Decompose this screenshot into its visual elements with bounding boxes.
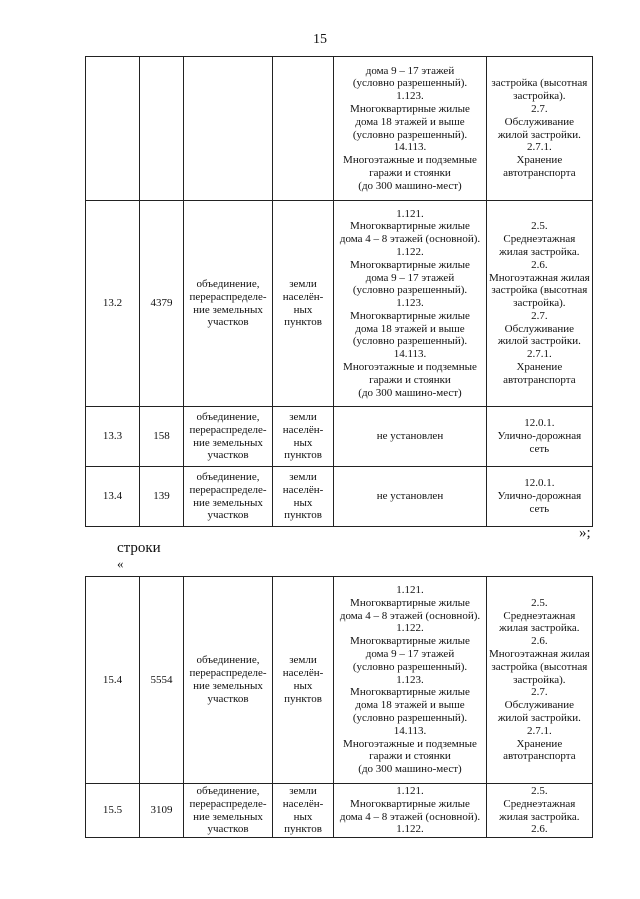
formation-method-line: перераспределе- [189,423,267,436]
auxiliary-use-line: 2.6. [531,258,548,271]
land-category-line: пунктов [284,692,322,705]
main-use-line: Многоквартирные жилые [350,635,470,648]
formation-method-line: участков [207,449,249,462]
land-category-line: земли [289,277,317,290]
auxiliary-use-cell [487,784,593,838]
formation-method-line: перераспределе- [189,667,267,680]
main-use-cell [334,57,487,201]
land-category-line: населён- [282,290,324,303]
formation-method-cell [184,201,273,407]
auxiliary-use-line: застройка). [513,297,566,310]
main-use-line: (условно разрешенный). [352,335,468,348]
auxiliary-use-line: застройка). [513,673,566,686]
formation-method-line: участков [207,692,249,705]
auxiliary-use-line: застройка). [513,90,566,103]
auxiliary-use-line: 2.6. [531,635,548,648]
land-category-cell [273,407,334,467]
main-use-line: (до 300 машино-мест) [358,386,462,399]
auxiliary-use-line: Среднеэтажная [503,797,576,810]
auxiliary-use-line: автотранспорта [503,373,576,386]
main-use-cell [334,784,487,838]
main-use-line: 1.121. [396,207,424,220]
formation-method-line: объединение, [196,277,260,290]
formation-method-line: ние земельных [193,496,263,509]
closing-quote: »; [579,525,591,541]
auxiliary-use-cell [487,57,593,201]
auxiliary-use-line: 2.7.1. [526,724,552,737]
formation-method-cell [184,784,273,838]
main-use-line: 1.122. [396,823,424,836]
plot-area-cell [140,57,184,201]
main-use-line: (условно разрешенный). [352,711,468,724]
auxiliary-use-cell [487,407,593,467]
main-use-line: 1.122. [396,622,424,635]
formation-method-line: участков [207,316,249,329]
land-category-line: земли [289,784,317,797]
auxiliary-use-line: застройка (высотная [491,660,588,673]
land-category-line: населён- [282,797,324,810]
land-category-line: земли [289,470,317,483]
main-use-line: (условно разрешенный). [352,77,468,90]
main-use-line: 1.123. [396,297,424,310]
main-use-line: (до 300 машино-мест) [358,763,462,776]
auxiliary-use-line: 2.5. [531,784,548,797]
auxiliary-use-line: 2.5. [531,220,548,233]
main-use-line: дома 4 – 8 этажей (основной). [339,609,481,622]
main-use-line: дома 9 – 17 этажей [365,64,455,77]
land-category-cell [273,577,334,784]
auxiliary-use-line: Хранение [516,737,563,750]
auxiliary-use-line: 2.5. [531,596,548,609]
formation-method-line: перераспределе- [189,483,267,496]
auxiliary-use-line: застройка (высотная [491,284,588,297]
table-row-row-13-3 [86,407,593,467]
auxiliary-use-line: жилой застройки. [497,335,581,348]
land-category-line: пунктов [284,449,322,462]
formation-method-line: ние земельных [193,810,263,823]
formation-method-cell [184,407,273,467]
main-use-line: Многоквартирные жилые [350,258,470,271]
auxiliary-use-line: сеть [529,442,550,455]
auxiliary-use-line: застройка (высотная [491,77,588,90]
main-use-line: 1.121. [396,784,424,797]
auxiliary-use-line: автотранспорта [503,166,576,179]
main-use-line: дома 18 этажей и выше [355,115,465,128]
main-use-line: Многоквартирные жилые [350,797,470,810]
auxiliary-use-line: 12.0.1. [524,417,555,430]
main-use-line: Многоквартирные жилые [350,220,470,233]
plot-number-cell: 15.4 [86,577,140,784]
table-row-row-15-4 [86,577,593,784]
auxiliary-use-line: Обслуживание [504,322,575,335]
main-use-line: Многоквартирные жилые [350,102,470,115]
page-number: 15 [313,32,327,47]
formation-method-line: участков [207,823,249,836]
auxiliary-use-line: 2.7.1. [526,348,552,361]
table-row-row-13-4 [86,467,593,527]
land-category-line: пунктов [284,316,322,329]
auxiliary-use-line: Среднеэтажная [503,233,576,246]
land-category-line: пунктов [284,509,322,522]
land-category-cell [273,201,334,407]
main-use-line: 1.123. [396,90,424,103]
table-row-row-13-2 [86,201,593,407]
auxiliary-use-line: жилой застройки. [497,128,581,141]
formation-method-line: ние земельных [193,680,263,692]
main-use-line: (условно разрешенный). [352,284,468,297]
main-use-line: 1.122. [396,245,424,258]
main-use-line: (условно разрешенный). [352,128,468,141]
plot-number-cell: 13.4 [86,467,140,527]
formation-method-line: участков [207,509,249,522]
land-category-line: ных [293,810,313,823]
formation-method-line: ние земельных [193,436,263,449]
main-use-line: дома 18 этажей и выше [355,699,465,712]
auxiliary-use-cell [487,201,593,407]
main-use-line: дома 9 – 17 этажей [365,271,455,284]
table-row-row-15-5 [86,784,593,838]
plot-area-cell: 158 [140,407,184,467]
main-use-line: Многоквартирные жилые [350,596,470,609]
main-use-line: 14.113. [393,348,427,361]
auxiliary-use-line: Хранение [516,361,563,374]
plot-number-cell: 13.3 [86,407,140,467]
main-use-cell [334,467,487,527]
auxiliary-use-line: Улично-дорожная [497,490,582,503]
land-category-line: населён- [282,423,324,436]
auxiliary-use-line: автотранспорта [503,750,576,763]
formation-method-line: перераспределе- [189,797,267,810]
auxiliary-use-line: жилая застройка. [499,245,580,258]
auxiliary-use-line: Обслуживание [504,115,575,128]
main-use-line: Многоэтажные и подземные [343,154,477,167]
auxiliary-use-line: Хранение [516,154,563,167]
auxiliary-use-line: жилая застройка. [499,810,580,823]
main-use-line: не установлен [376,490,444,503]
main-use-cell [334,407,487,467]
auxiliary-use-line: жилая застройка. [499,622,580,635]
formation-method-line: объединение, [196,410,260,423]
auxiliary-use-line: сеть [529,502,550,515]
auxiliary-use-cell [487,467,593,527]
land-category-line: земли [289,410,317,423]
land-category-line: земли [289,654,317,667]
main-use-line: Многоэтажные и подземные [343,361,477,374]
land-category-cell [273,467,334,527]
main-use-line: 1.121. [396,584,424,597]
auxiliary-use-cell [487,577,593,784]
main-use-line: дома 18 этажей и выше [355,322,465,335]
plot-number-cell: 15.5 [86,784,140,838]
main-use-line: гаражи и стоянки [369,166,451,179]
land-category-line: ных [293,680,313,692]
main-use-cell [334,577,487,784]
land-category-line: населён- [282,667,324,680]
main-use-line: 1.123. [396,673,424,686]
formation-method-cell [184,577,273,784]
main-use-line: дома 9 – 17 этажей [365,648,455,660]
land-category-line: ных [293,496,313,509]
main-use-line: Многоквартирные жилые [350,686,470,699]
plot-number-cell: 13.2 [86,201,140,407]
main-use-line: 14.113. [393,724,427,737]
auxiliary-use-line: Среднеэтажная [503,609,576,622]
auxiliary-use-line: 2.7. [531,309,548,322]
main-use-line: дома 4 – 8 этажей (основной). [339,810,481,823]
plot-area-cell: 4379 [140,201,184,407]
main-use-line: (условно разрешенный). [352,660,468,673]
formation-method-cell [184,57,273,201]
plot-number-cell [86,57,140,201]
land-plots-table-2 [85,576,593,838]
land-category-line: пунктов [284,823,322,836]
formation-method-line: ние земельных [193,303,263,316]
main-use-line: Многоквартирные жилые [350,309,470,322]
auxiliary-use-line: Многоэтажная жилая [489,648,590,660]
land-plots-table-1 [85,56,593,527]
main-use-line: не установлен [376,430,444,443]
main-use-line: дома 4 – 8 этажей (основной). [339,233,481,246]
land-category-line: населён- [282,483,324,496]
auxiliary-use-line: жилой застройки. [497,711,581,724]
main-use-line: 14.113. [393,141,427,154]
main-use-line: (до 300 машино-мест) [358,179,462,192]
table-row-row-13-1-cont [86,57,593,201]
land-category-line: ных [293,436,313,449]
formation-method-line: перераспределе- [189,290,267,303]
rows-label: строки [117,540,161,556]
auxiliary-use-line: Улично-дорожная [497,430,582,443]
auxiliary-use-line: 2.7. [531,686,548,699]
auxiliary-use-line: Многоэтажная жилая [489,271,590,284]
auxiliary-use-line: 2.7. [531,102,548,115]
formation-method-cell [184,467,273,527]
plot-area-cell: 5554 [140,577,184,784]
auxiliary-use-line: 2.7.1. [526,141,552,154]
auxiliary-use-line: Обслуживание [504,699,575,712]
auxiliary-use-line: 12.0.1. [524,477,555,490]
land-category-cell [273,57,334,201]
main-use-line: гаражи и стоянки [369,750,451,763]
plot-area-cell: 3109 [140,784,184,838]
main-use-line: гаражи и стоянки [369,373,451,386]
land-category-line: ных [293,303,313,316]
land-category-cell [273,784,334,838]
formation-method-line: объединение, [196,470,260,483]
main-use-cell [334,201,487,407]
formation-method-line: объединение, [196,784,260,797]
main-use-line: Многоэтажные и подземные [343,737,477,750]
auxiliary-use-line: 2.6. [531,823,548,836]
formation-method-line: объединение, [196,654,260,667]
opening-quote: « [117,556,124,571]
plot-area-cell: 139 [140,467,184,527]
